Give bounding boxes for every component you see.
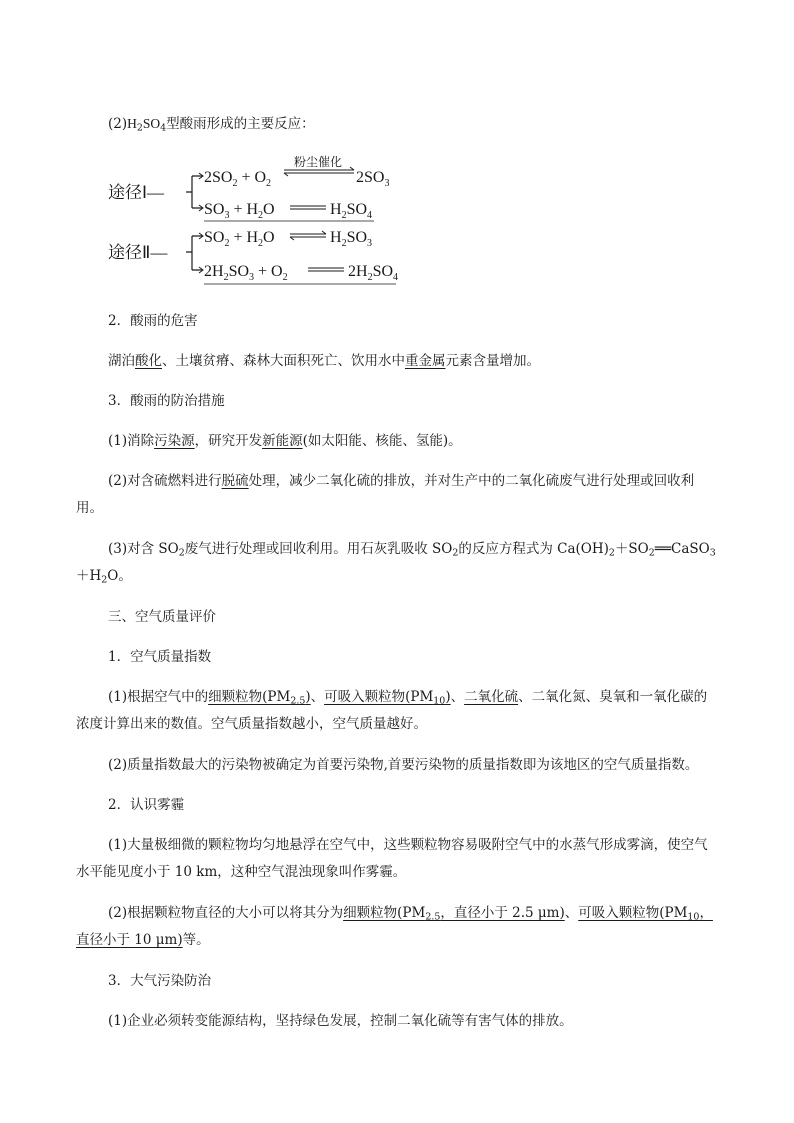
acid-rain-reaction-diagram — [108, 148, 408, 288]
haze-item-1: (1)大量极细微的颗粒物均匀地悬浮在空气中，这些颗粒物容易吸附空气中的水蒸气形成雾滴，使空气水平能见度小于 10 km，这种空气混浊现象叫作雾霾。 — [76, 837, 708, 880]
text: 、土壤贫瘠、森林大面积死亡、饮用水中 — [162, 353, 405, 369]
subscript: 10 — [433, 695, 446, 707]
text: 元素含量增加。 — [445, 353, 540, 369]
text: 、 — [450, 689, 465, 705]
text: 等。 — [182, 932, 210, 948]
text: ，直径小于 10 μm) — [76, 905, 713, 948]
path-1-bracket — [186, 176, 202, 208]
formula-part: SO — [142, 116, 161, 131]
subscript: 2 — [452, 547, 459, 559]
h2so4-heading — [76, 110, 720, 138]
air-index-title: 1．空气质量指数 — [108, 649, 212, 665]
text: ，直径小于 2.5 μm) — [440, 905, 565, 921]
prevent-title: 3．酸雨的防治措施 — [108, 393, 225, 409]
prevent-item-3 — [76, 536, 720, 590]
text: ＋H — [76, 568, 102, 584]
prevent-item-2 — [76, 468, 720, 522]
subscript: 2 — [608, 547, 615, 559]
underlined-term: 二氧化硫 — [464, 689, 519, 705]
reaction-2: $SO_3 + H_2O$ — [204, 201, 275, 221]
subscript: 10 — [687, 911, 700, 923]
air-section-title: 三、空气质量评价 — [108, 609, 216, 625]
reaction-1: $2SO_2 + O_2$ — [204, 169, 272, 189]
text: 、 — [310, 689, 325, 705]
subscript: 4 — [160, 122, 167, 134]
subscript: 3 — [709, 547, 716, 559]
text: ) — [305, 689, 311, 705]
subscript: 2 — [136, 122, 143, 134]
text: (2)根据颗粒物直径的大小可以将其分为 — [108, 905, 344, 921]
heading-text: 型酸雨形成的主要反应： — [166, 116, 315, 132]
item-number: (2) — [108, 116, 128, 132]
text: (2)对含硫燃料进行 — [108, 473, 222, 489]
underlined-term — [343, 905, 565, 921]
text: (1)根据空气中的 — [108, 689, 209, 705]
air-index-item-1 — [76, 684, 720, 738]
prevent-item-1 — [76, 428, 720, 455]
underlined-term — [208, 689, 310, 705]
underlined-term: 污染源 — [154, 433, 195, 449]
text: 细颗粒物(PM — [343, 905, 426, 921]
subscript: 2 — [178, 547, 185, 559]
reaction-diagram-svg — [108, 148, 408, 288]
text: 可吸入颗粒物(PM — [578, 905, 688, 921]
text: 的反应方程式为 Ca(OH) — [458, 541, 609, 557]
subscript: 2.5 — [425, 911, 441, 923]
underlined-term: 酸化 — [135, 353, 162, 369]
text: 、 — [564, 905, 579, 921]
reaction-3: $SO_2 + H_2O$ — [204, 229, 275, 249]
path-2-bracket — [186, 236, 202, 270]
text: O。 — [107, 568, 132, 584]
haze-title: 2．认识雾霾 — [108, 797, 185, 813]
reaction-3-product: $H_2SO_3$ — [330, 229, 373, 249]
text: 可吸入颗粒物(PM — [324, 689, 434, 705]
underlined-term: 脱硫 — [221, 473, 249, 489]
text: (如太阳能、核能、氢能)。 — [302, 433, 462, 449]
path-2-label: 途径Ⅱ— — [108, 243, 168, 262]
harm-text — [76, 348, 720, 375]
control-title: 3．大气污染防治 — [108, 973, 212, 989]
control-item-1: (1)企业必须转变能源结构，坚持绿色发展，控制二氧化硫等有害气体的排放。 — [108, 1013, 573, 1029]
underlined-term — [324, 689, 450, 705]
text: (3)对含 SO — [108, 541, 179, 557]
text: ，研究开发 — [194, 433, 263, 449]
reaction-2-product: $H_2SO_4$ — [330, 201, 373, 221]
catalyst-label: 粉尘催化 — [294, 155, 343, 169]
text: ＋SO — [614, 541, 649, 557]
text: 废气进行处理或回收利用。用石灰乳吸收 SO — [184, 541, 453, 557]
underlined-term: 新能源 — [262, 433, 303, 449]
reaction-1-product: $2SO_3$ — [356, 169, 390, 189]
subscript: 2.5 — [290, 695, 306, 707]
text: (1)消除 — [108, 433, 155, 449]
subscript: 2 — [101, 574, 108, 586]
air-index-item-2: (2)质量指数最大的污染物被确定为首要污染物,首要污染物的质量指数即为该地区的空气质量指数。 — [108, 757, 699, 773]
haze-item-2 — [76, 900, 720, 954]
subscript: 2 — [648, 547, 655, 559]
path-1-label: 途径Ⅰ— — [108, 183, 165, 202]
formula-part: H — [127, 116, 137, 131]
reaction-4-product: $2H_2SO_4$ — [348, 263, 399, 283]
text: 湖泊 — [108, 353, 135, 369]
text: 处理，减少二氧化硫的排放，并对生产中的二氧化硫废气进行处理或回收利用。 — [76, 473, 695, 516]
text: 、二氧化氮、臭氧和一氧化碳的浓度计算出来的数值。空气质量指数越小，空气质量越好。 — [76, 689, 708, 732]
underlined-term: 重金属 — [405, 353, 446, 369]
text: ══CaSO — [654, 541, 710, 557]
text: 细颗粒物(PM — [208, 689, 291, 705]
reaction-4: $2H_2SO_3 + O_2$ — [204, 263, 288, 283]
harm-title: 2．酸雨的危害 — [108, 313, 198, 329]
text: ) — [445, 689, 451, 705]
